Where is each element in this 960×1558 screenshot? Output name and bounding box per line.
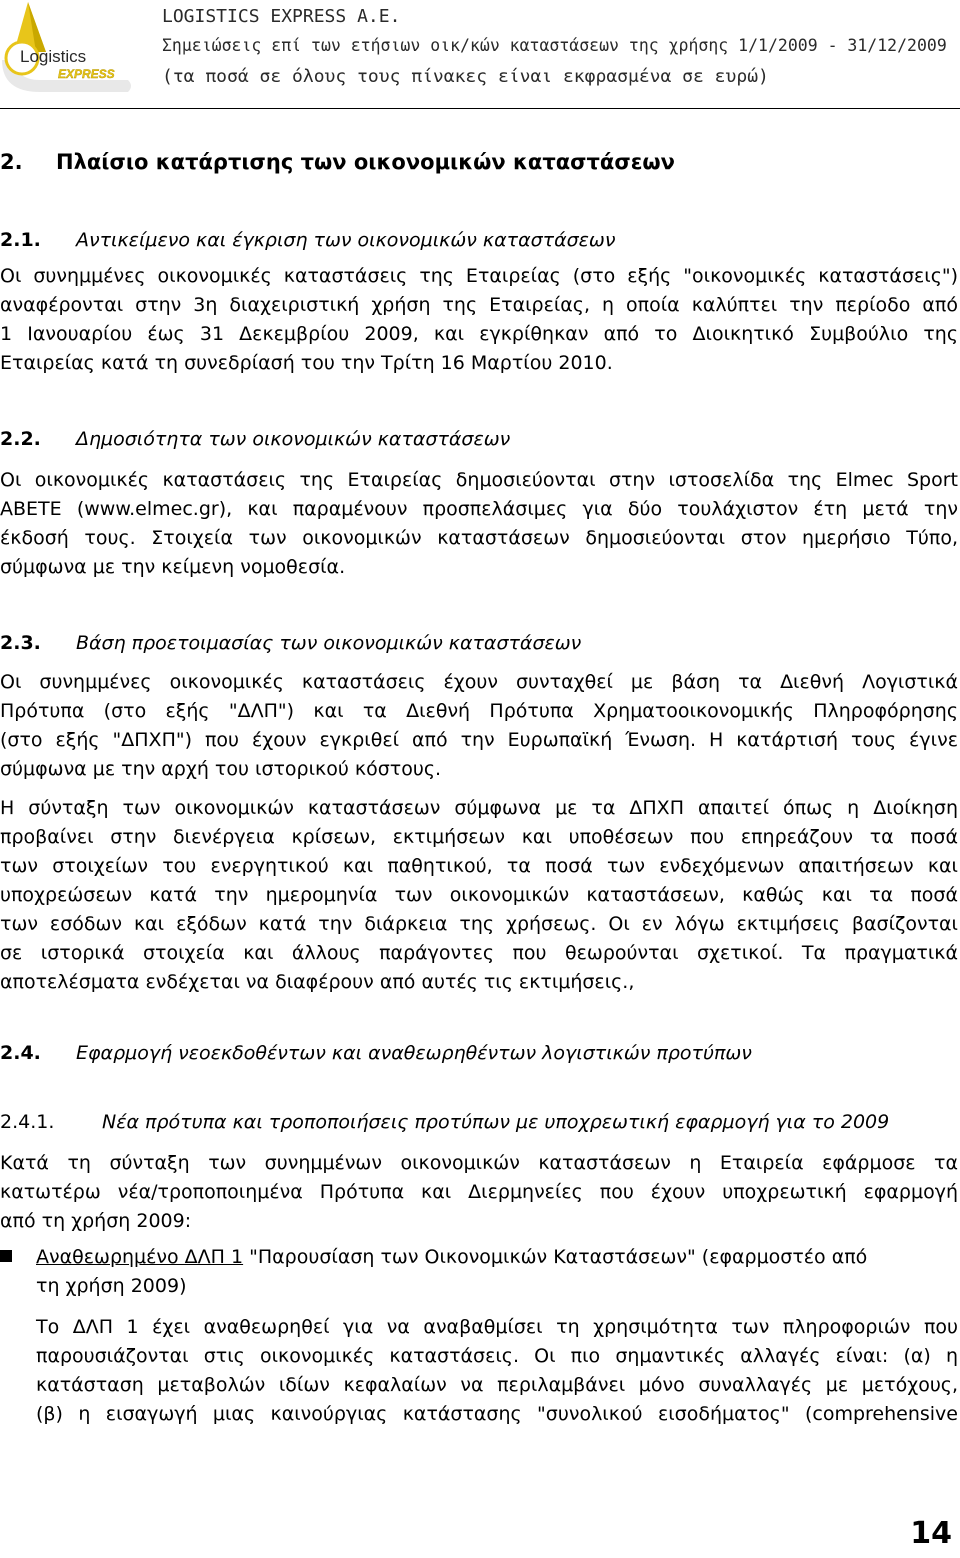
subsection-number: 2.2. [0, 428, 41, 450]
bullet-line [36, 1243, 958, 1272]
section-number: 2. [0, 150, 23, 174]
subsection-title: Αντικείμενο και έγκριση των οικονομικών καταστάσεων [76, 229, 616, 251]
text-line: των εσόδων και εξόδων κατά την διάρκεια της χρήσεως. Οι εν λόγω εκτιμήσεις βασίζονται [0, 913, 958, 935]
page-number: 14 [910, 1516, 952, 1551]
text-line: αναφέρονται στην 3η διαχειριστική χρήση της Εταιρείας, η οποία καλύπτει την περίοδο από [0, 294, 958, 316]
paragraph-2-4-1 [0, 1149, 958, 1236]
header-company: LOGISTICS EXPRESS A.E. [162, 6, 401, 27]
text-line: Το ΔΛΠ 1 έχει αναθεωρηθεί για να αναβαθμίσει τη χρησιμότητα των πληροφοριών που [36, 1316, 958, 1338]
text-line: Εταιρείας κατά τη συνεδρίασή του την Τρίτη 16 Μαρτίου 2010. [0, 352, 613, 374]
company-logo [0, 0, 140, 100]
text-line: Οι οικονομικές καταστάσεις της Εταιρείας δημοσιεύονται στην ιστοσελίδα της Elmec Sport [0, 469, 958, 491]
text-line: σύμφωνα με την κείμενη νομοθεσία. [0, 556, 346, 578]
bullet-underlined-term: Αναθεωρημένο ΔΛΠ 1 [36, 1246, 244, 1268]
text-line: αποτελέσματα ενδέχεται να διαφέρουν από αυτές τις εκτιμήσεις., [0, 971, 635, 993]
text-line: παρουσιάζονται στις οικονομικές καταστάσεις. Οι πιο σημαντικές αλλαγές είναι: (α) η [36, 1345, 958, 1367]
text-line: σε ιστορικά στοιχεία και άλλους παράγοντες που θεωρούνται σχετικοί. Τα πραγματικά [0, 942, 958, 964]
page-header [0, 0, 960, 118]
logo-text: Logistics [20, 47, 87, 66]
text-line: έκδοσή τους. Στοιχεία των οικονομικών καταστάσεων δημοσιεύονται στον ημερήσιο Τύπο, [0, 527, 958, 549]
text-line: (στο εξής "ΔΠΧΠ") που έχουν εγκριθεί από την Ευρωπαϊκή Ένωση. Η κατάρτισή τους έγινε [0, 729, 958, 751]
subsection-title: Νέα πρότυπα και τροποποιήσεις προτύπων με υποχρεωτική εφαρμογή για το 2009 [102, 1111, 890, 1133]
paragraph-2-3-a [0, 668, 958, 784]
bullet-line-rest: "Παρουσίαση των Οικονομικών Καταστάσεων" (εφαρμοστέο από [243, 1246, 868, 1268]
header-divider [0, 108, 960, 109]
text-line: ΑΒΕΤΕ (www.elmec.gr), και παραμένουν προσπελάσιμες για δύο τουλάχιστον έτη μετά την [0, 498, 958, 520]
subsection-heading-2-1 [0, 229, 615, 251]
text-line: προβαίνει στην διενέργεια κρίσεων, εκτιμήσεων και υποθέσεων που επηρεάζουν τα ποσά [0, 826, 958, 848]
text-line: υποχρεώσεων κατά την ημερομηνία των οικονομικών καταστάσεων, καθώς και τα ποσά [0, 884, 958, 906]
subsection-heading-2-2 [0, 428, 510, 450]
text-line: των στοιχείων του ενεργητικού και παθητικού, τα ποσά των ενδεχόμενων απαιτήσεων και [0, 855, 958, 877]
text-line: Οι συνημμένες οικονομικές καταστάσεις έχουν συνταχθεί με βάση τα Διεθνή Λογιστικά [0, 671, 958, 693]
text-line: από τη χρήση 2009: [0, 1210, 192, 1232]
logo-subtext: EXPRESS [58, 67, 115, 81]
bullet-square-icon [0, 1250, 12, 1262]
text-line: κατωτέρω νέα/τροποποιημένα Πρότυπα και Διερμηνείες που έχουν υποχρεωτική εφαρμογή [0, 1181, 958, 1203]
section-heading [0, 150, 675, 174]
subsection-heading-2-4-1 [0, 1111, 889, 1133]
subsection-number: 2.3. [0, 632, 41, 654]
subsection-title: Δημοσιότητα των οικονομικών καταστάσεων [76, 428, 511, 450]
bullet-line: τη χρήση 2009) [36, 1275, 187, 1297]
bullet-item [36, 1243, 958, 1301]
subsection-heading-2-3 [0, 632, 581, 654]
text-line: (β) η εισαγωγή μιας καινούργιας κατάστασης "συνολικού εισοδήματος" (comprehensive [36, 1403, 958, 1425]
text-line: Πρότυπα (στο εξής "ΔΛΠ") και τα Διεθνή Πρότυπα Χρηματοοικονομικής Πληροφόρησης [0, 700, 958, 722]
subsection-title: Βάση προετοιμασίας των οικονομικών καταστάσεων [76, 632, 582, 654]
section-title: Πλαίσιο κατάρτισης των οικονομικών καταστάσεων [56, 150, 675, 174]
paragraph-2-3-b [0, 794, 958, 997]
subsection-title: Εφαρμογή νεοεκδοθέντων και αναθεωρηθέντων λογιστικών προτύπων [76, 1042, 752, 1064]
bullet-paragraph [36, 1313, 958, 1429]
subsection-number: 2.4. [0, 1042, 41, 1064]
paragraph-2-2 [0, 466, 958, 582]
text-line: Οι συνημμένες οικονομικές καταστάσεις της Εταιρείας (στο εξής "οικονομικές καταστάσεις") [0, 265, 958, 287]
text-line: 1 Ιανουαρίου έως 31 Δεκεμβρίου 2009, και εγκρίθηκαν από το Διοικητικό Συμβούλιο της [0, 323, 958, 345]
text-line: σύμφωνα με την αρχή του ιστορικού κόστους. [0, 758, 442, 780]
text-line: κατάσταση μεταβολών ιδίων κεφαλαίων να περιλαμβάνει μόνο συναλλαγές με μετόχους, [36, 1374, 958, 1396]
subsection-number: 2.1. [0, 229, 41, 251]
text-line: Η σύνταξη των οικονομικών καταστάσεων σύμφωνα με τα ΔΠΧΠ απαιτεί όπως η Διοίκηση [0, 797, 958, 819]
subsection-heading-2-4 [0, 1042, 752, 1064]
text-line: Κατά τη σύνταξη των συνημμένων οικονομικών καταστάσεων η Εταιρεία εφάρμοσε τα [0, 1152, 958, 1174]
header-subtitle: Σημειώσεις επί των ετήσιων οικ/κών καταστάσεων της χρήσης 1/1/2009 - 31/12/2009 [162, 36, 947, 55]
header-note: (τα ποσά σε όλους τους πίνακες είναι εκφρασμένα σε ευρώ) [162, 66, 769, 87]
paragraph-2-1 [0, 262, 958, 378]
subsection-number: 2.4.1. [0, 1111, 55, 1133]
